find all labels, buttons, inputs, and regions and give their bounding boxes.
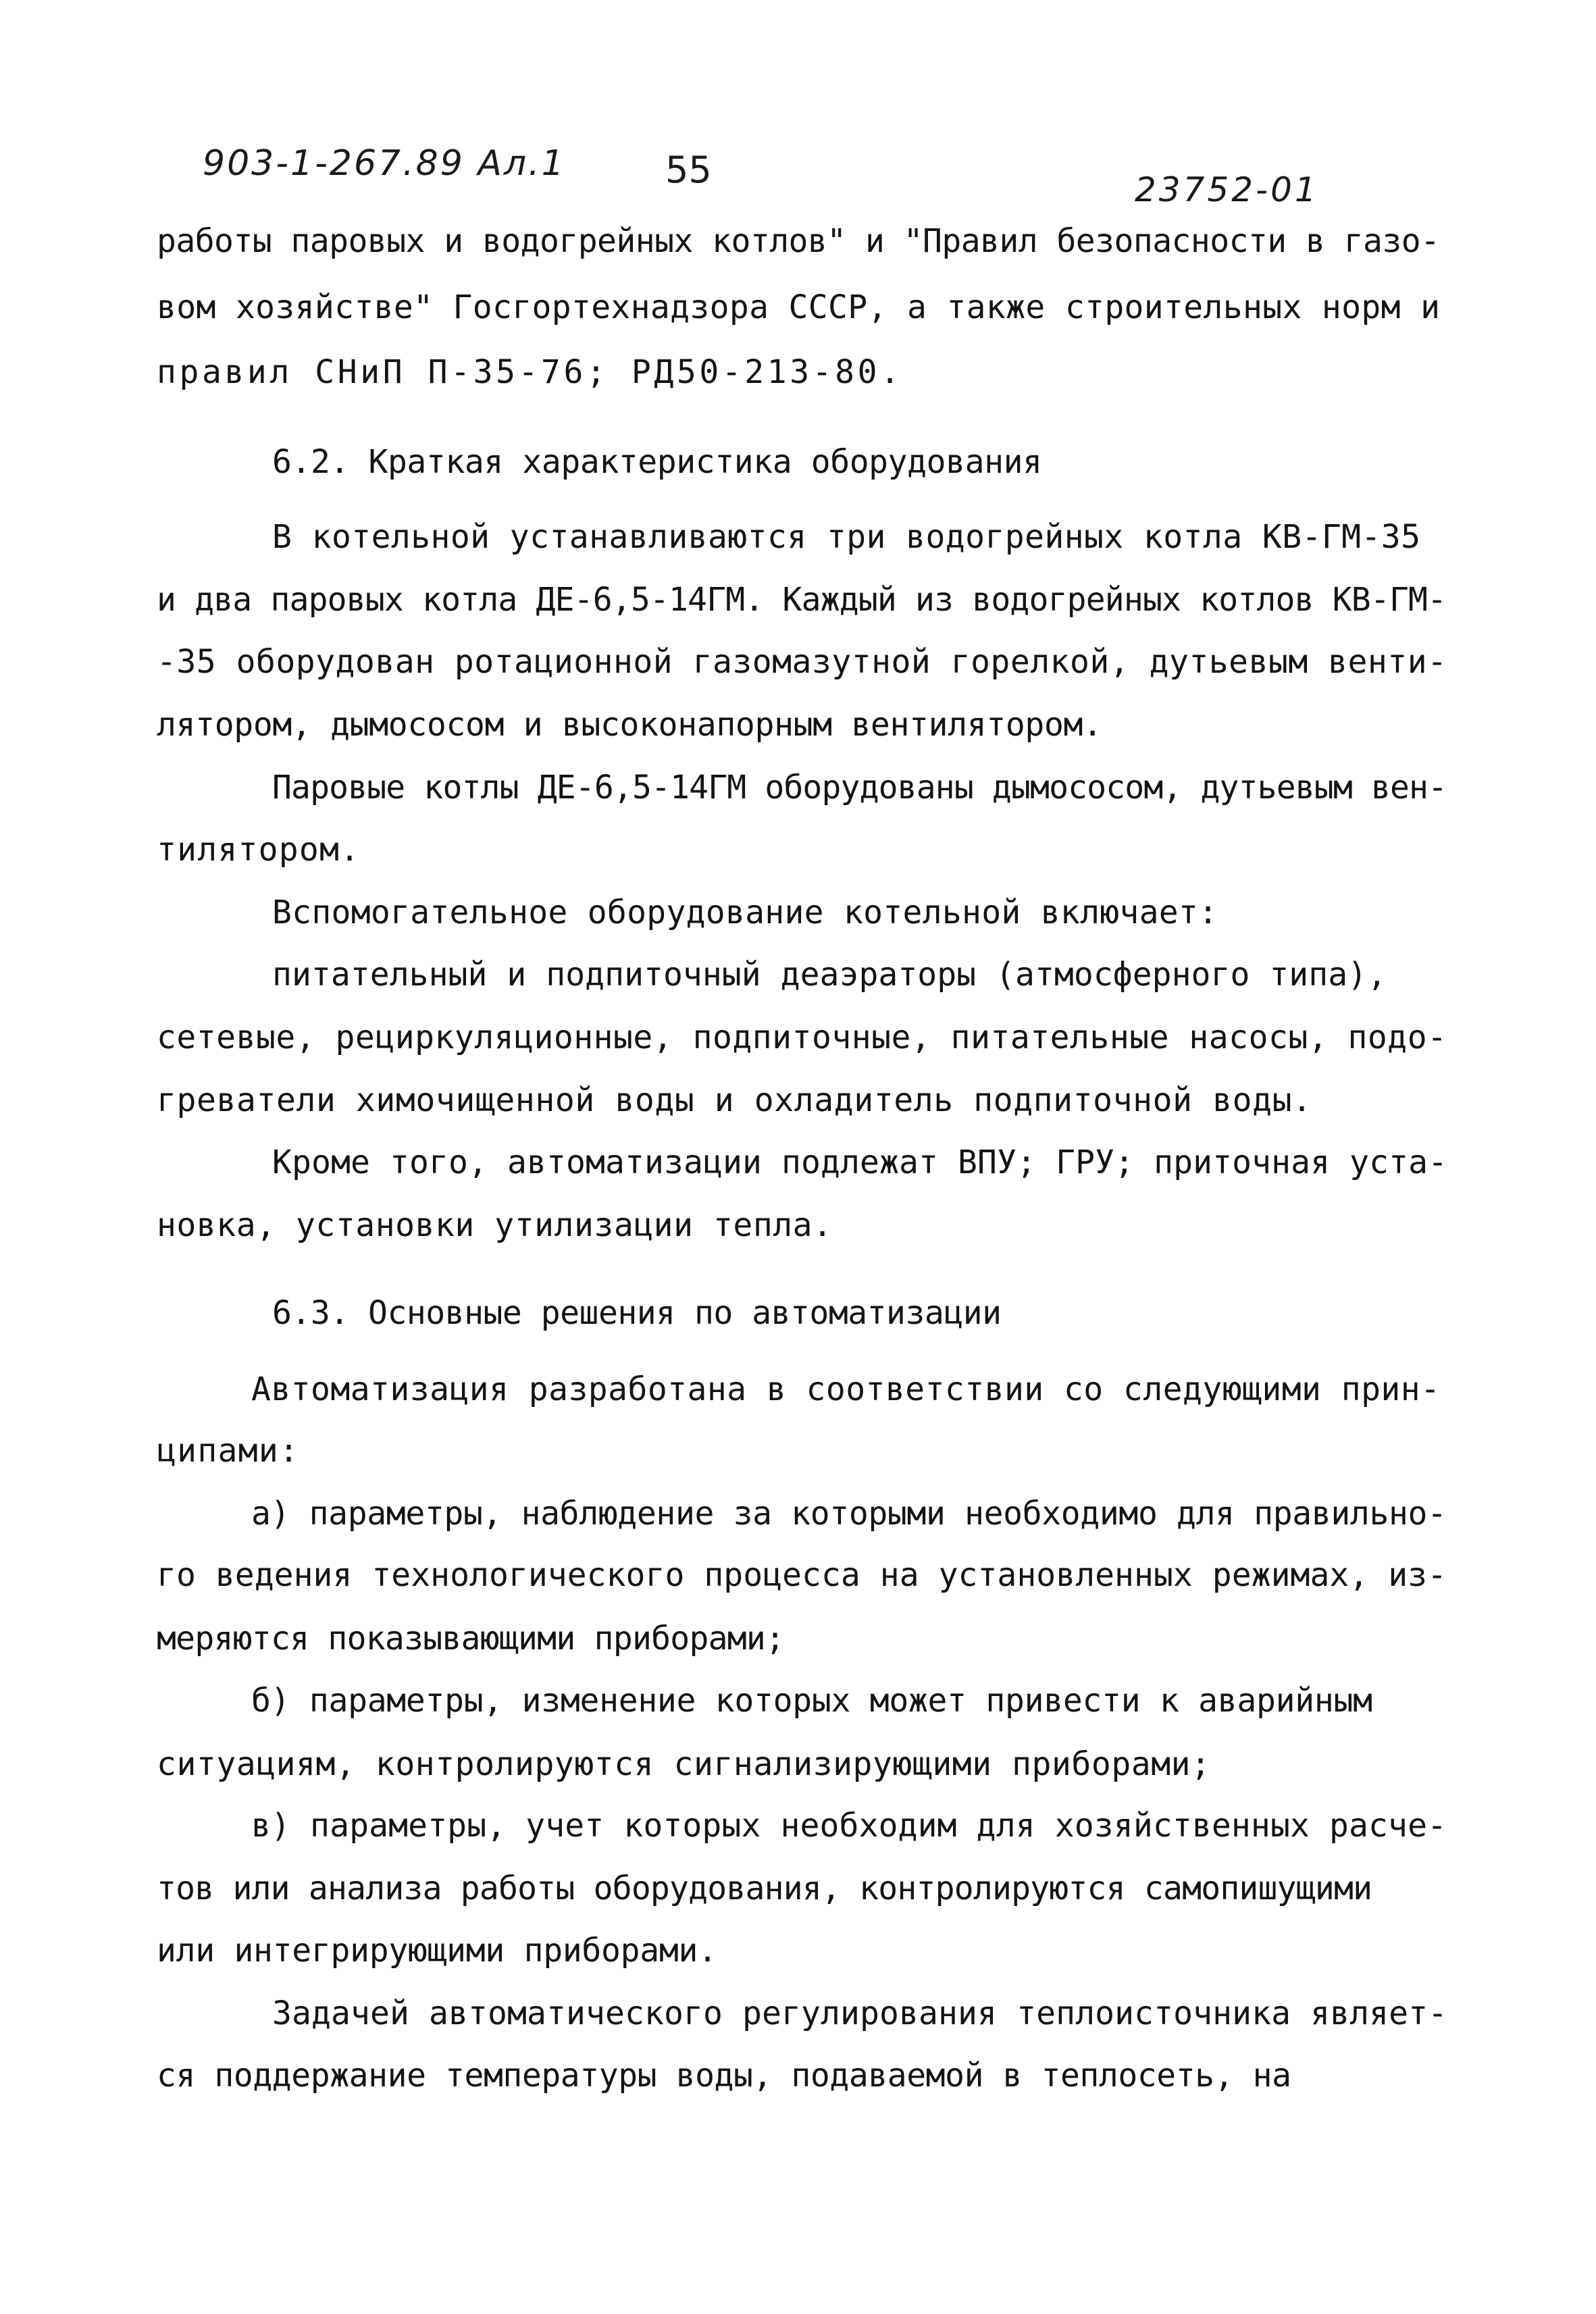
text-line: -35 оборудован ротационной газомазутной горелкой, дутьевым венти- — [157, 643, 1447, 681]
text-line: сетевые, рециркуляционные, подпиточные, питательные насосы, подо- — [157, 1019, 1447, 1056]
text-line: в) параметры, учет которых необходим для хозяйственных расче- — [251, 1807, 1447, 1845]
text-line: В котельной устанавливаются три водогрейных котла КВ-ГМ-35 — [272, 518, 1421, 556]
text-line: а) параметры, наблюдение за которыми необходимо для правильно- — [251, 1495, 1447, 1533]
text-line: Вспомогательное оборудование котельной включает: — [272, 894, 1218, 931]
document-code: 903-1-267.89 Ал.1 — [203, 143, 566, 184]
text-line: Задачей автоматического регулирования теплоисточника являет- — [272, 1995, 1448, 2032]
text-line: меряются показывающими приборами; — [157, 1620, 785, 1657]
text-line: или интегрирующими приборами. — [157, 1932, 717, 1970]
page-number: 55 — [665, 149, 712, 191]
text-line: ципами: — [157, 1432, 300, 1470]
text-line: вом хозяйстве" Госгортехнадзора СССР, а также строительных норм и — [157, 288, 1441, 326]
text-line: Кроме того, автоматизации подлежат ВПУ; ГРУ; приточная уста- — [272, 1143, 1448, 1181]
text-line: работы паровых и водогрейных котлов" и "Правил безопасности в газо- — [157, 222, 1440, 260]
text-line: тилятором. — [157, 831, 361, 869]
text-line: питательный и подпиточный деаэраторы (атмосферного типа), — [272, 956, 1387, 994]
section-heading: 6.2. Краткая характеристика оборудования — [272, 443, 1042, 481]
text-line: лятором, дымососом и высоконапорным вентилятором. — [157, 706, 1102, 744]
text-line: греватели химочищенной воды и охладитель подпиточной воды. — [157, 1081, 1312, 1119]
text-line: ситуациям, контролируются сигнализирующими приборами; — [157, 1745, 1211, 1783]
text-line: Автоматизация разработана в соответствии со следующими прин- — [251, 1370, 1441, 1408]
text-line: го ведения технологического процесса на установленных режимах, из- — [157, 1556, 1447, 1594]
text-line: и два паровых котла ДЕ-6,5-14ГМ. Каждый из водогрейных котлов КВ-ГМ- — [157, 581, 1447, 619]
text-line: Паровые котлы ДЕ-6,5-14ГМ оборудованы дымососом, дутьевым вен- — [272, 769, 1447, 806]
section-heading: 6.3. Основные решения по автоматизации — [272, 1294, 1002, 1332]
text-line: тов или анализа работы оборудования, контролируются самопишущими — [157, 1870, 1372, 1907]
text-line: ся поддержание температуры воды, подаваемой в теплосеть, на — [157, 2057, 1291, 2094]
sheet-code: 23752-01 — [1135, 170, 1319, 209]
text-line: новка, установки утилизации тепла. — [157, 1206, 833, 1244]
text-line: правил СНиП П-35-76; РД50-213-80. — [157, 353, 903, 391]
text-line: б) параметры, изменение которых может привести к аварийным — [251, 1682, 1372, 1720]
